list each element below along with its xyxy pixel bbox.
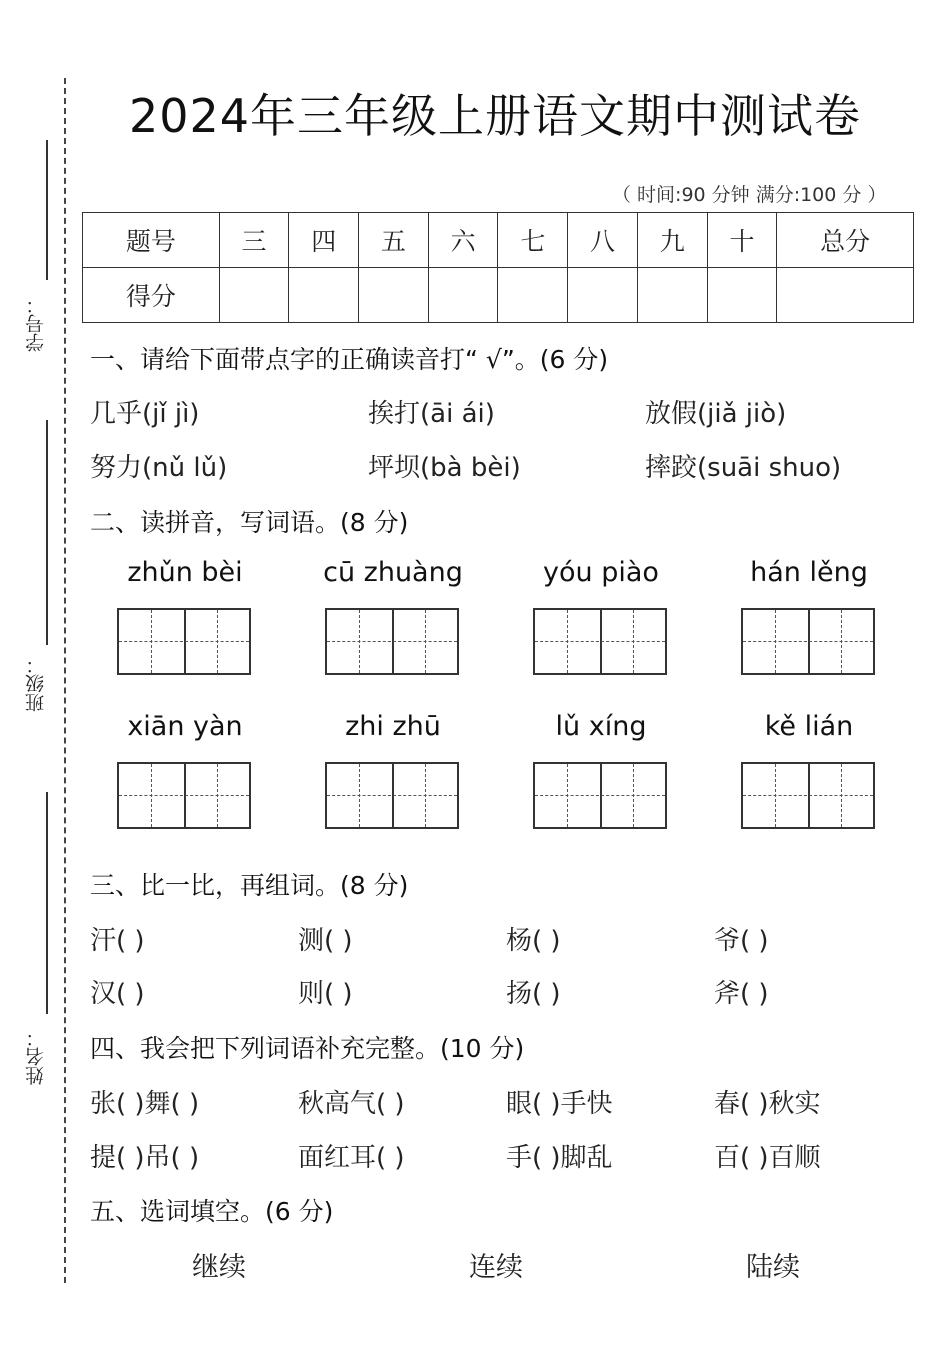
- header-cell: 题号: [83, 213, 220, 268]
- writing-grid[interactable]: [741, 762, 875, 829]
- q3-item[interactable]: 扬( ): [506, 979, 561, 1009]
- q4-item[interactable]: 张( )舞( ): [90, 1089, 200, 1119]
- header-cell: 九: [637, 213, 707, 268]
- score-cell[interactable]: [219, 268, 289, 323]
- q4-item[interactable]: 手( )脚乱: [506, 1143, 613, 1173]
- writing-grid[interactable]: [325, 762, 459, 829]
- q4-item[interactable]: 提( )吊( ): [90, 1143, 200, 1173]
- binding-dashed-line: [64, 78, 66, 1283]
- q5-word-option: 连续: [469, 1252, 523, 1283]
- q4-item[interactable]: 面红耳( ): [298, 1143, 405, 1173]
- pinyin-label: zhi zhū: [345, 711, 441, 742]
- score-cell[interactable]: [777, 268, 914, 323]
- q4-item[interactable]: 百( )百顺: [714, 1143, 821, 1173]
- header-cell: 七: [498, 213, 568, 268]
- writing-grid[interactable]: [117, 608, 251, 675]
- score-cell[interactable]: [637, 268, 707, 323]
- name-label: 姓名：: [25, 1028, 47, 1085]
- row-label-cell: 得分: [83, 268, 220, 323]
- pinyin-label: hán lěng: [750, 557, 868, 588]
- score-cell[interactable]: [498, 268, 568, 323]
- q1-item[interactable]: 摔跤(suāi shuo): [645, 453, 842, 483]
- pinyin-label: yóu piào: [543, 557, 659, 588]
- q5-heading: 五、选词填空。(6 分): [90, 1197, 334, 1226]
- pinyin-label: cū zhuàng: [323, 557, 463, 588]
- q1-item[interactable]: 几乎(jǐ jì): [90, 399, 200, 429]
- score-cell[interactable]: [707, 268, 777, 323]
- header-cell: 八: [568, 213, 638, 268]
- student-no-label: 学号：: [25, 295, 47, 352]
- q1-item[interactable]: 坪坝(bà bèi): [368, 453, 521, 483]
- score-value-row: [83, 268, 914, 323]
- class-line: [46, 420, 48, 645]
- q1-item[interactable]: 放假(jiǎ jiò): [645, 399, 787, 429]
- score-table: [82, 212, 914, 323]
- q3-item[interactable]: 杨( ): [506, 926, 561, 956]
- name-line: [46, 792, 48, 1014]
- q3-heading: 三、比一比，再组词。(8 分): [90, 871, 409, 900]
- header-cell: 三: [219, 213, 289, 268]
- q3-item[interactable]: 斧( ): [714, 979, 769, 1009]
- score-header-row: [83, 213, 914, 268]
- q5-word-option: 继续: [192, 1252, 246, 1283]
- writing-grid[interactable]: [741, 608, 875, 675]
- q5-word-option: 陆续: [746, 1252, 800, 1283]
- q4-heading: 四、我会把下列词语补充完整。(10 分): [90, 1034, 525, 1063]
- student-no-line: [46, 140, 48, 280]
- score-cell[interactable]: [568, 268, 638, 323]
- header-cell: 六: [428, 213, 498, 268]
- q4-item[interactable]: 春( )秋实: [714, 1089, 821, 1119]
- header-cell: 总分: [777, 213, 914, 268]
- pinyin-label: lǔ xíng: [555, 711, 647, 742]
- score-cell[interactable]: [428, 268, 498, 323]
- class-label: 班级：: [25, 655, 47, 712]
- header-cell: 五: [359, 213, 429, 268]
- q3-item[interactable]: 汉( ): [90, 979, 145, 1009]
- q3-item[interactable]: 汗( ): [90, 926, 145, 956]
- q4-item[interactable]: 眼( )手快: [506, 1089, 613, 1119]
- writing-grid[interactable]: [533, 762, 667, 829]
- header-cell: 十: [707, 213, 777, 268]
- score-cell[interactable]: [359, 268, 429, 323]
- pinyin-label: xiān yàn: [127, 711, 243, 742]
- pinyin-label: zhǔn bèi: [127, 557, 243, 588]
- header-cell: 四: [289, 213, 359, 268]
- writing-grid[interactable]: [325, 608, 459, 675]
- writing-grid[interactable]: [533, 608, 667, 675]
- exam-meta: （ 时间:90 分钟 满分:100 分 ）: [612, 184, 887, 206]
- q1-item[interactable]: 努力(nǔ lǔ): [90, 453, 228, 483]
- q3-item[interactable]: 则( ): [298, 979, 353, 1009]
- page-title: 2024年三年级上册语文期中测试卷: [128, 89, 862, 143]
- pinyin-label: kě lián: [764, 711, 854, 742]
- q1-heading: 一、请给下面带点字的正确读音打“ √”。(6 分): [90, 345, 609, 374]
- writing-grid[interactable]: [117, 762, 251, 829]
- q1-item[interactable]: 挨打(āi ái): [368, 399, 495, 429]
- q2-heading: 二、读拼音，写词语。(8 分): [90, 508, 409, 537]
- score-cell[interactable]: [289, 268, 359, 323]
- q4-item[interactable]: 秋高气( ): [298, 1089, 405, 1119]
- q3-item[interactable]: 爷( ): [714, 926, 769, 956]
- q3-item[interactable]: 测( ): [298, 926, 353, 956]
